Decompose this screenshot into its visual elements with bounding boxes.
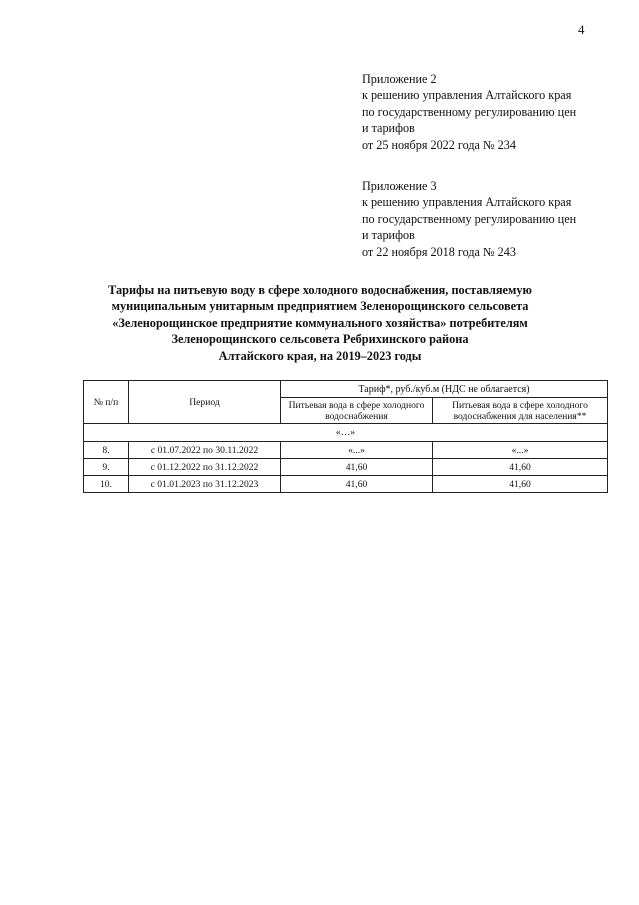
appendix-line: Приложение 2 bbox=[362, 72, 437, 86]
header-tariff-population: Питьевая вода в сфере холодного водоснабжения для населения** bbox=[433, 398, 608, 424]
table-separator-row bbox=[84, 424, 608, 442]
appendix-line: от 22 ноября 2018 года № 243 bbox=[362, 244, 516, 259]
cell-period: с 01.01.2023 по 31.12.2023 bbox=[129, 476, 281, 493]
cell-period: с 01.07.2022 по 30.11.2022 bbox=[129, 442, 281, 459]
header-tariff-general: Питьевая вода в сфере холодного водоснабжения bbox=[281, 398, 433, 424]
appendix-line: и тарифов bbox=[362, 121, 415, 136]
appendix-original-header bbox=[362, 178, 612, 260]
appendix-line: Приложение 3 bbox=[362, 179, 437, 193]
cell-tariff-population: 41,60 bbox=[433, 476, 608, 493]
page-number: 4 bbox=[578, 22, 585, 37]
appendix-line: от 25 ноября 2022 года № 234 bbox=[362, 137, 516, 152]
cell-number: 10. bbox=[84, 476, 129, 493]
title-line: муниципальным унитарным предприятием Зеленорощинского сельсовета bbox=[111, 299, 529, 314]
cell-tariff-general: 41,60 bbox=[281, 476, 433, 493]
title-line: Зеленорощинского сельсовета Ребрихинского района bbox=[171, 332, 469, 347]
title-line: «Зеленорощинское предприятие коммунального хозяйства» потребителям bbox=[112, 315, 528, 330]
cell-tariff-population: «...» bbox=[433, 442, 608, 459]
header-number: № п/п bbox=[84, 381, 129, 424]
appendix-current-header bbox=[362, 71, 612, 153]
table-row bbox=[84, 476, 608, 493]
header-period: Период bbox=[129, 381, 281, 424]
cell-number: 9. bbox=[84, 459, 129, 476]
appendix-line: и тарифов bbox=[362, 228, 415, 243]
cell-number: 8. bbox=[84, 442, 129, 459]
tariff-table bbox=[83, 380, 608, 493]
appendix-line: к решению управления Алтайского края bbox=[362, 88, 572, 103]
title-line: Алтайского края, на 2019–2023 годы bbox=[218, 348, 422, 363]
table-header-row bbox=[84, 381, 608, 398]
title-line: Тарифы на питьевую воду в сфере холодного водоснабжения, поставляемую bbox=[108, 283, 532, 297]
appendix-line: по государственному регулированию цен bbox=[362, 104, 577, 119]
table-row bbox=[84, 442, 608, 459]
cell-period: с 01.12.2022 по 31.12.2022 bbox=[129, 459, 281, 476]
table-row bbox=[84, 459, 608, 476]
appendix-line: по государственному регулированию цен bbox=[362, 211, 577, 226]
cell-tariff-general: 41,60 bbox=[281, 459, 433, 476]
appendix-line: к решению управления Алтайского края bbox=[362, 195, 572, 210]
document-title bbox=[90, 282, 550, 364]
separator-cell: «…» bbox=[84, 424, 608, 442]
header-tariff: Тариф*, руб./куб.м (НДС не облагается) bbox=[281, 381, 608, 398]
cell-tariff-population: 41,60 bbox=[433, 459, 608, 476]
cell-tariff-general: «...» bbox=[281, 442, 433, 459]
